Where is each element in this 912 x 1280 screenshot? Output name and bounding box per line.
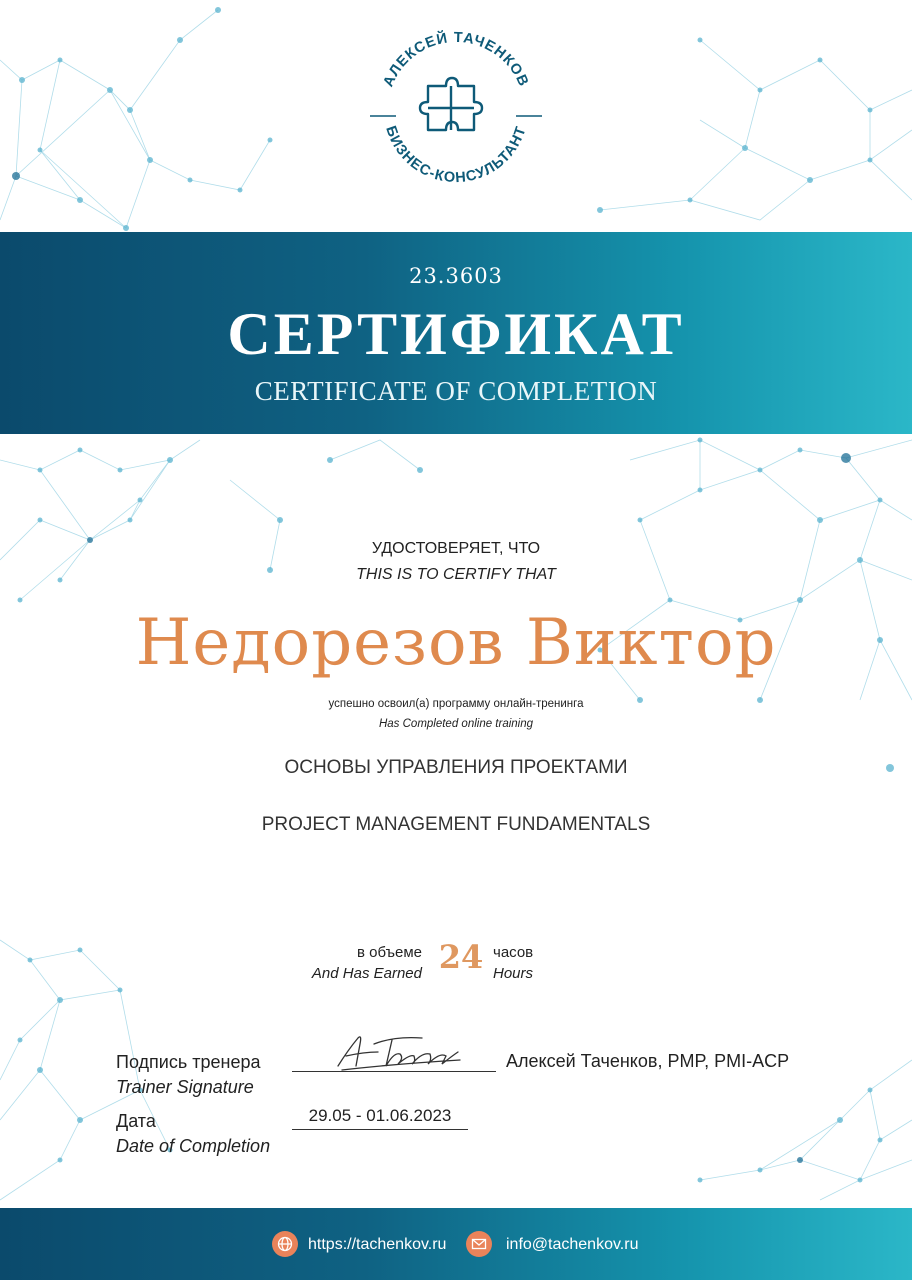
signature-label-en: Trainer Signature: [116, 1077, 254, 1097]
volume-label-ru: в объеме: [357, 944, 422, 961]
hours-unit-en: Hours: [493, 965, 534, 982]
envelope-icon: [466, 1231, 492, 1257]
certify-text-ru: УДОСТОВЕРЯЕТ, ЧТО: [371, 540, 541, 557]
certificate-number: 23.3603: [409, 264, 503, 288]
trainer-name: Алексей Таченков, PMP, PMI-ACP: [506, 1051, 790, 1071]
signature-line: [292, 1071, 496, 1072]
globe-icon: [272, 1231, 298, 1257]
logo-bottom-text: БИЗНЕС-КОНСУЛЬТАНТ: [382, 124, 530, 187]
website-link[interactable]: https://tachenkov.ru: [308, 1236, 447, 1253]
email-link[interactable]: info@tachenkov.ru: [506, 1236, 639, 1253]
hours-unit-ru: часов: [493, 944, 534, 961]
hours-value: 24: [438, 938, 484, 976]
course-title-ru: ОСНОВЫ УПРАВЛЕНИЯ ПРОЕКТАМИ: [284, 757, 628, 778]
logo-top-text: АЛЕКСЕЙ ТАЧЕНКОВ: [380, 29, 532, 90]
certificate-subtitle: CERTIFICATE OF COMPLETION: [254, 376, 658, 406]
trainer-signature: [334, 1030, 464, 1076]
date-label-en: Date of Completion: [116, 1136, 271, 1156]
certify-text-en: THIS IS TO CERTIFY THAT: [356, 566, 556, 583]
footer-bar: [0, 1208, 912, 1280]
signature-label-ru: Подпись тренера: [116, 1052, 261, 1072]
completion-date: 29.05 - 01.06.2023: [308, 1106, 452, 1125]
recipient-name: Недорезов Виктор: [135, 606, 777, 680]
completed-text-ru: успешно освоил(а) программу онлайн-тренинга: [328, 698, 584, 710]
consultant-logo: [366, 20, 546, 200]
date-line: [292, 1129, 468, 1130]
completed-text-en: Has Completed online training: [378, 718, 534, 730]
certificate-title: СЕРТИФИКАТ: [227, 301, 685, 367]
volume-label-en: And Has Earned: [311, 965, 422, 982]
puzzle-icon: [420, 78, 482, 130]
svg-text:БИЗНЕС-КОНСУЛЬТАНТ: [382, 124, 529, 186]
date-label-ru: Дата: [116, 1111, 156, 1131]
course-title-en: PROJECT MANAGEMENT FUNDAMENTALS: [261, 814, 651, 835]
